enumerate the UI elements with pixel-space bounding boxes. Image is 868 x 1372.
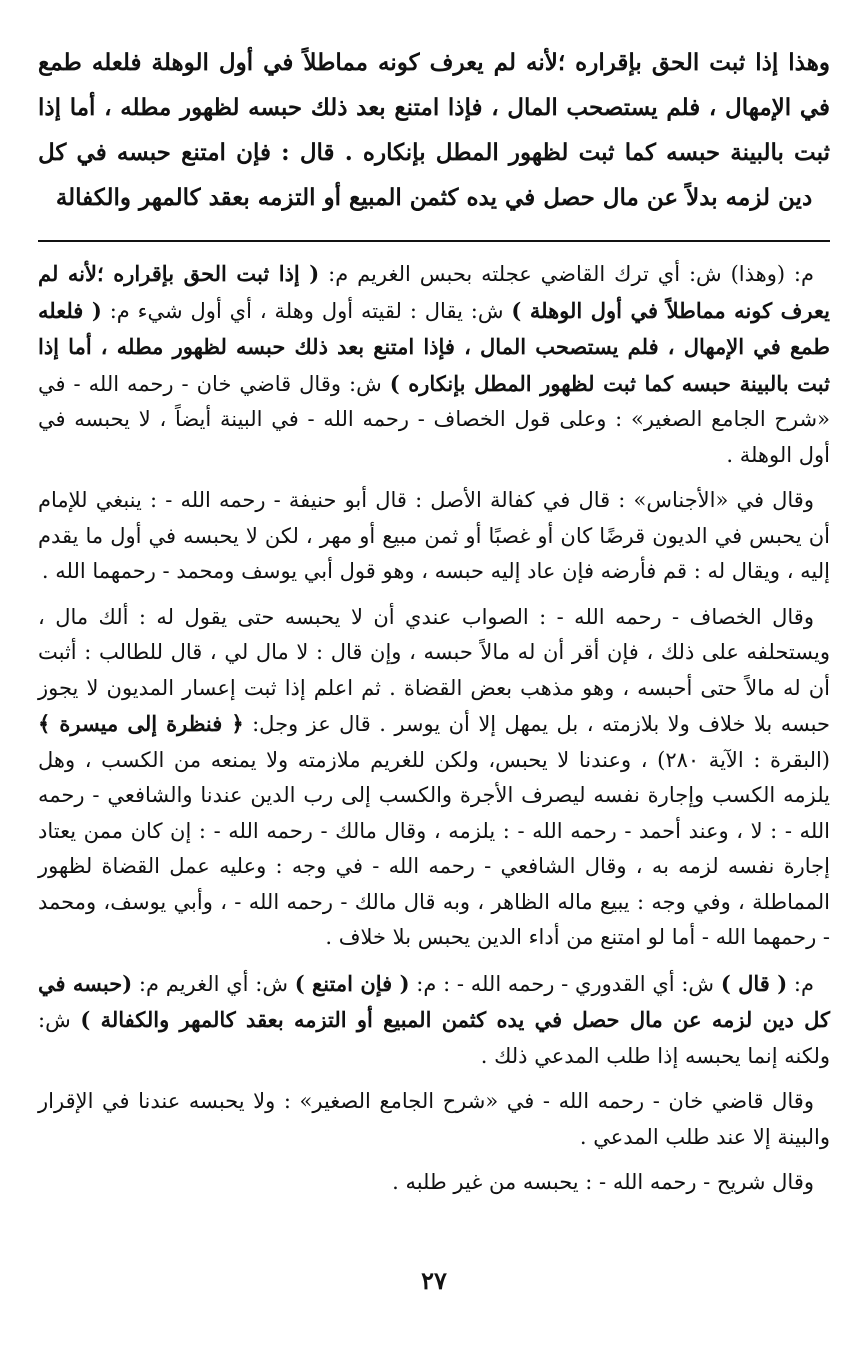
quoted-matn: ( فإن امتنع ) <box>294 970 410 996</box>
commentary-paragraph-3 <box>38 600 830 956</box>
page-number: ٢٧ <box>421 1266 447 1295</box>
commentary-text: وقال الخصاف - رحمه الله - : الصواب عندي أن لا يحبسه حتى يقول له : ألك مال ، ويستحلفه على ذلك ، فإن أقر أن له مالاً حبسه ، وإن قال : لا مال لي ، قال للطالب : أثبت أن له مالاً حتى أحبسه ، وهو مذهب بعض القضاة . ثم اعلم إذا ثبت إعسار المديون لا يجوز حبسه بلا خلاف ولا بلازمته ، بل يمهل إلا أن يوسر . قال عز وجل: <box>38 604 831 736</box>
commentary-paragraph-2: وقال في «الأجناس» : قال في كفالة الأصل : قال أبو حنيفة - رحمه الله - : ينبغي للإمام أن يحبس في الديون قرضًا كان أو غصبًا أو ثمن مبيع أو مهر ، لكن لا يحبسه في أول ما يقدم إليه ، ويقال له : قم فأرضه فإن عاد إليه حبسه ، وهو قول أبي يوسف ومحمد - رحمهما الله . <box>38 488 830 583</box>
commentary-text: ش: وقال قاضي خان - رحمه الله - في «شرح الجامع الصغير» : وعلى قول الخصاف - رحمه الله - في البينة أيضاً ، لا يحبسه في أول الوهلة . <box>38 371 830 467</box>
commentary-text: ش: يقال : لقيته أول وهلة ، أي أول شيء م: <box>101 298 512 323</box>
matn-text: وهذا إذا ثبت الحق بإقراره ؛لأنه لم يعرف كونه مماطلاً في أول الوهلة فلعله طمع في الإمهال ، فلم يستصحب المال ، فإذا امتنع بعد ذلك حبسه لظهور مطله ، أما إذا ثبت بالبينة حبسه كما ثبت لظهور المطل بإنكاره . قال : فإن امتنع حبسه في كل دين لزمه بدلاً عن مال حصل في يده كثمن المبيع أو التزمه بعقد كالمهر والكفالة <box>38 49 830 211</box>
quran-verse: ﴿ فنظرة إلى ميسرة ﴾ <box>38 711 244 736</box>
quoted-matn: (حبسه في كل دين لزمه عن مال حصل في يده كثمن المبيع أو التزمه بعقد كالمهر والكفالة ) <box>38 970 831 1032</box>
section-divider <box>38 240 830 242</box>
commentary-paragraph-6: وقال شريح - رحمه الله - : يحبسه من غير طلبه . <box>392 1170 814 1194</box>
quoted-matn: ( فلعله طمع في الإمهال ، فلم يستصحب المال ، فإذا امتنع بعد ذلك حبسه لظهور مطله ، أما إذا ثبت بالبينة حبسه كما ثبت لظهور المطل بإنكاره ) <box>38 297 830 396</box>
commentary-paragraph-5: وقال قاضي خان - رحمه الله - في «شرح الجامع الصغير» : ولا يحبسه عندنا في الإقرار والبينة إلا عند طلب المدعي . <box>38 1089 830 1149</box>
commentary-paragraph-4 <box>38 966 830 1075</box>
commentary-text: م: (وهذا) ش: أي ترك القاضي عجلته بحبس الغريم م: <box>319 262 814 286</box>
book-page <box>38 40 830 1340</box>
quoted-matn: ( قال ) <box>720 970 788 996</box>
commentary-paragraph-1 <box>38 256 830 473</box>
commentary-text: ش: أي القدوري - رحمه الله - : م: <box>409 971 721 996</box>
commentary-text: (البقرة : الآية ٢٨٠) ، وعندنا لا يحبس، ولكن للغريم ملازمته ولا يمنعه من الكسب ، وهل يلزمه الكسب وإجارة نفسه ليصرف الأجرة والكسب إلى رب الدين عندنا والشافعي - رحمه الله - : لا ، وعند أحمد - رحمه الله - : يلزمه ، وقال مالك - رحمه الله - : إن كان ممن يعتاد إجارة نفسه لزمه به ، وقال الشافعي - رحمه الله - في وجه : وعليه عمل القضاة لظهور المماطلة ، وفي وجه : يبيع ماله الظاهر ، وبه قال مالك - رحمه الله - ، وأبي يوسف، ومحمد - رحمهما الله - أما لو امتنع من أداء الدين يحبس بلا خلاف . <box>38 747 830 949</box>
commentary-text: م: <box>787 971 814 996</box>
commentary-text: ش: ولكنه إنما يحبسه إذا طلب المدعي ذلك . <box>38 1008 830 1068</box>
quoted-matn: ( إذا ثبت الحق بإقراره ؛لأنه لم يعرف كونه مماطلاً في أول الوهلة ) <box>38 261 830 323</box>
commentary-text: ش: أي الغريم م: <box>132 971 295 996</box>
